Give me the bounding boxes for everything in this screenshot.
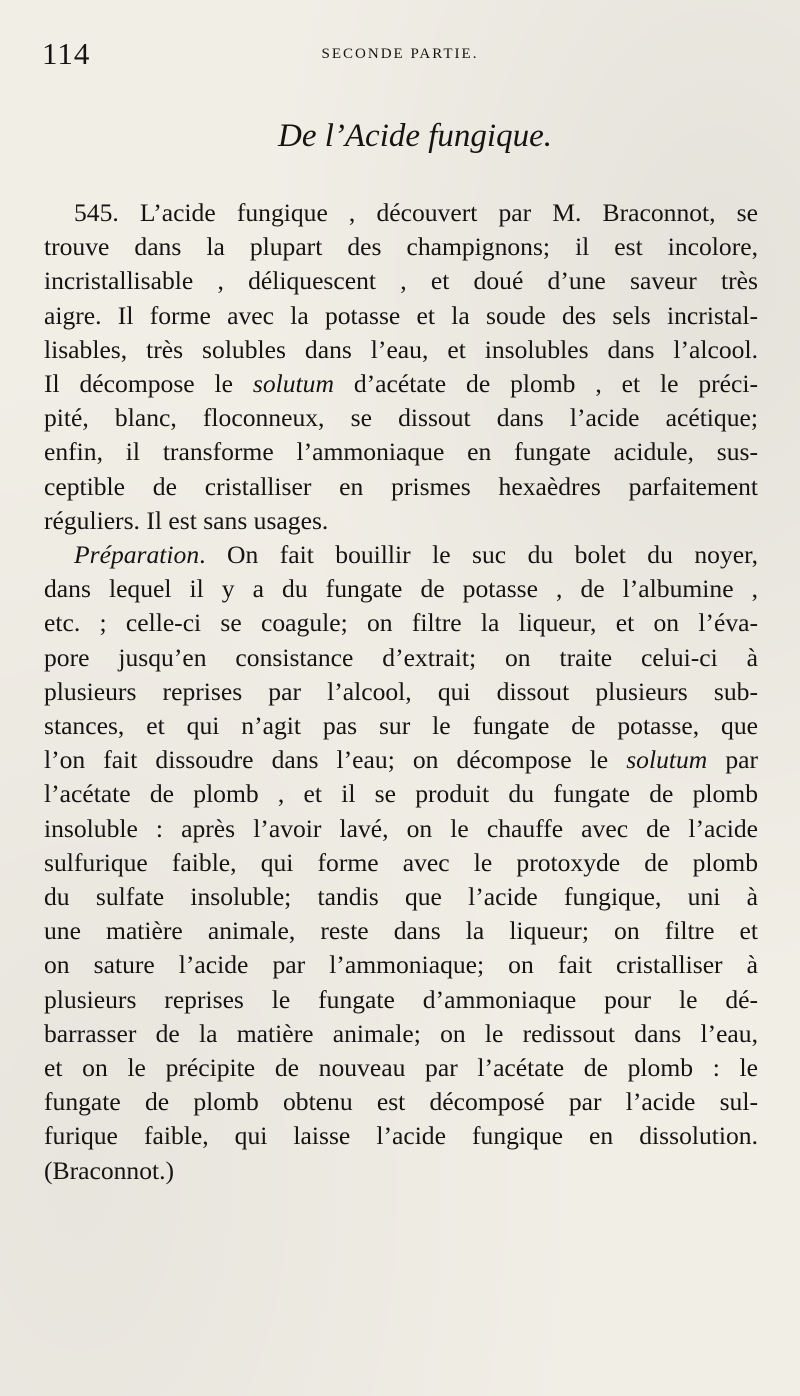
- text-line: l’acétate de plomb , et il se produit du fungate de plomb: [44, 779, 758, 809]
- text-line: l’on fait dissoudre dans l’eau; on décompose le solutum par: [44, 745, 758, 775]
- text-line: enfin, il transforme l’ammoniaque en fungate acidule, sus-: [44, 437, 758, 467]
- text-line: ceptible de cristalliser en prismes hexaèdres parfaitement: [44, 471, 758, 501]
- text-line: insoluble : après l’avoir lavé, on le chauffe avec de l’acide: [44, 813, 758, 843]
- section-title: De l’Acide fungique.: [278, 118, 552, 154]
- text-line: lisables, très solubles dans l’eau, et insolubles dans l’alcool.: [44, 334, 758, 364]
- text-line: Il décompose le solutum d’acétate de plomb , et le préci-: [44, 369, 758, 399]
- text-line: aigre. Il forme avec la potasse et la soude des sels incristal-: [44, 300, 758, 330]
- paragraph-preparation: [44, 538, 758, 1188]
- text-line: pore jusqu’en consistance d’extrait; on traite celui-ci à: [44, 642, 758, 672]
- text-line: pité, blanc, floconneux, se dissout dans l’acide acétique;: [44, 403, 758, 433]
- running-head: [42, 36, 758, 76]
- text-line: trouve dans la plupart des champignons; il est incolore,: [44, 232, 758, 262]
- text-line: barrasser de la matière animale; on le redissout dans l’eau,: [44, 1018, 758, 1048]
- paragraph-description: [44, 196, 758, 538]
- text-line: furique faible, qui laisse l’acide fungique en dissolution.: [44, 1121, 758, 1151]
- page-number: 114: [42, 36, 91, 71]
- italic-term: solutum: [252, 369, 334, 399]
- italic-term: Préparation: [74, 540, 200, 570]
- body-text: [44, 196, 758, 1188]
- text-line: du sulfate insoluble; tandis que l’acide fungique, uni à: [44, 882, 758, 912]
- text-line: plusieurs reprises le fungate d’ammoniaque pour le dé-: [44, 984, 758, 1014]
- text-line: réguliers. Il est sans usages.: [44, 505, 329, 535]
- text-line: 545. L’acide fungique , découvert par M. Braconnot, se: [74, 198, 758, 227]
- text-line: Préparation. On fait bouillir le suc du bolet du noyer,: [74, 540, 758, 570]
- italic-term: solutum: [626, 745, 708, 775]
- text-line: etc. ; celle-ci se coagule; on filtre la liqueur, et on l’éva-: [44, 608, 758, 638]
- text-line: stances, et qui n’agit pas sur le fungate de potasse, que: [44, 711, 758, 741]
- running-title: SECONDE PARTIE.: [321, 46, 479, 62]
- text-line: incristallisable , déliquescent , et doué d’une saveur très: [44, 266, 758, 296]
- text-line: on sature l’acide par l’ammoniaque; on fait cristalliser à: [44, 950, 758, 980]
- text-line: dans lequel il y a du fungate de potasse , de l’albumine ,: [44, 574, 758, 604]
- text-line: plusieurs reprises par l’alcool, qui dissout plusieurs sub-: [44, 676, 758, 706]
- text-line: une matière animale, reste dans la liqueur; on filtre et: [44, 916, 758, 946]
- text-line: fungate de plomb obtenu est décomposé par l’acide sul-: [44, 1087, 758, 1117]
- text-line: (Braconnot.): [44, 1155, 175, 1185]
- text-line: et on le précipite de nouveau par l’acétate de plomb : le: [44, 1053, 758, 1083]
- text-line: sulfurique faible, qui forme avec le protoxyde de plomb: [44, 847, 758, 877]
